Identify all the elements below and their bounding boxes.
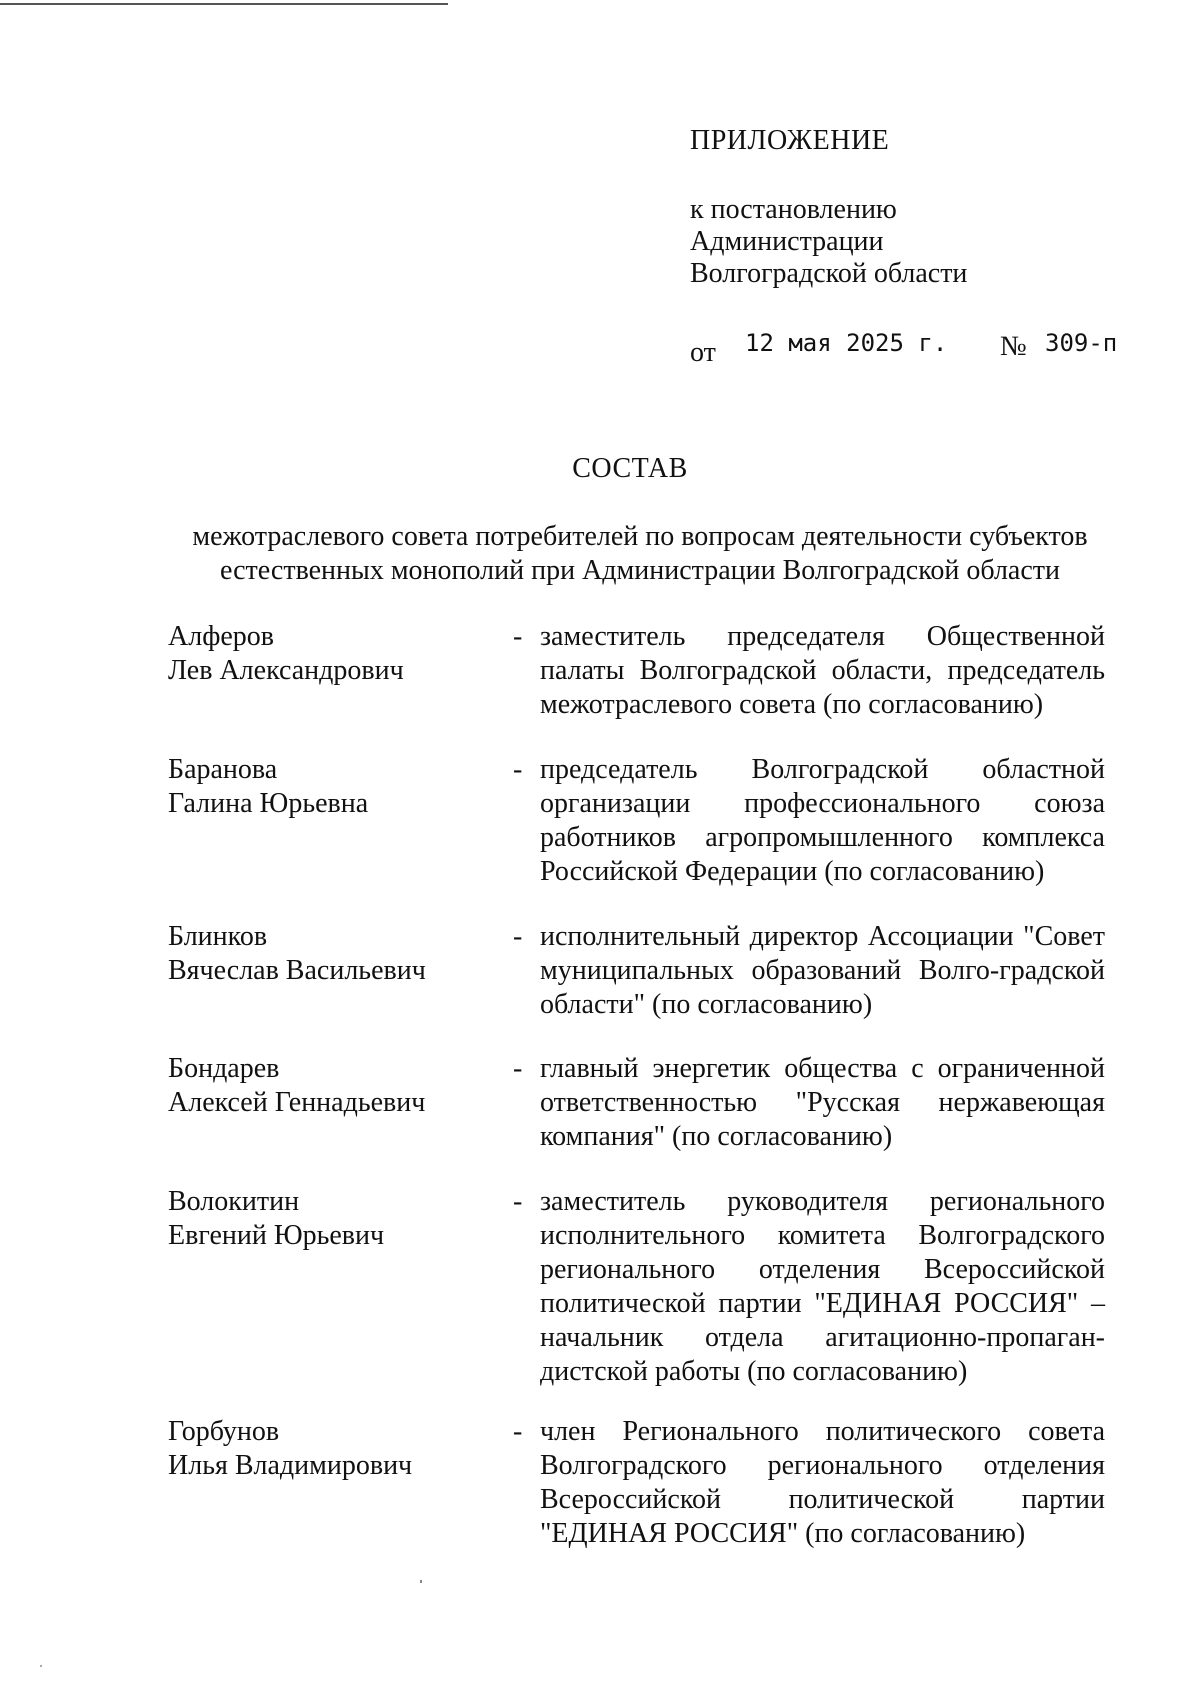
member-role: заместитель руководителя регионального исполнительного комитета Волгоградского регионального отделения Всероссийской политической партии "ЕДИНАЯ РОССИЯ" – начальник отдела агитационно-пропаган-дистской работы (по согласованию) [540,1186,1105,1387]
document-subtitle [180,520,1100,588]
member-role: заместитель председателя Общественной палаты Волгоградской области, председатель межотраслевого совета (по согласованию) [540,621,1105,720]
member-name [168,1185,508,1253]
member-surname: Бондарев [168,1053,280,1084]
document-title: СОСТАВ [572,453,688,484]
member-dash: - [513,754,523,785]
number-sign: № [1000,331,1027,362]
member-given-name: Евгений Юрьевич [168,1220,385,1251]
appendix-line: к постановлению [690,194,897,225]
appendix-title: ПРИЛОЖЕНИЕ [690,125,890,156]
member-name [168,753,508,821]
member-surname: Баранова [168,754,278,785]
appendix-block [690,124,1150,370]
decree-date-number [690,326,1150,370]
member-dash: - [513,621,523,652]
member-role: председатель Волгоградской областной организации профессионального союза работников агропромышленного комплекса Российской Федерации (по согласованию) [540,754,1105,887]
member-role: главный энергетик общества с ограниченной ответственностью "Русская нержавеющая компания" (по согласованию) [540,1053,1105,1152]
subtitle-line: естественных монополий при Администрации Волгоградской области [219,555,1060,586]
decree-number: 309-п [1045,329,1118,357]
member-role: член Регионального политического совета Волгоградского регионального отделения Всероссийской политической партии "ЕДИНАЯ РОССИЯ" (по согласованию) [540,1416,1105,1549]
member-surname: Горбунов [168,1416,280,1447]
member-given-name: Вячеслав Васильевич [168,955,426,986]
appendix-line: Волгоградской области [690,258,968,289]
appendix-line: Администрации [690,226,884,257]
member-surname: Блинков [168,921,268,952]
scan-speck [420,1580,422,1583]
member-surname: Алферов [168,621,274,652]
decree-date: 12 мая 2025 г. [745,329,948,357]
scan-edge-line [0,3,448,5]
date-prefix: от [690,337,716,368]
member-name [168,920,508,988]
scan-speck [40,1665,42,1667]
appendix-reference [690,194,1150,290]
member-given-name: Алексей Геннадьевич [168,1087,426,1118]
member-name [168,1052,508,1120]
member-dash: - [513,921,523,952]
member-dash: - [513,1186,523,1217]
member-surname: Волокитин [168,1186,300,1217]
member-name [168,620,508,688]
member-given-name: Илья Владимирович [168,1450,413,1481]
member-given-name: Галина Юрьевна [168,788,369,819]
subtitle-line: межотраслевого совета потребителей по вопросам деятельности субъектов [192,521,1088,552]
member-name [168,1415,508,1483]
member-dash: - [513,1416,523,1447]
member-given-name: Лев Александрович [168,655,404,686]
member-dash: - [513,1053,523,1084]
member-role: исполнительный директор Ассоциации "Совет муниципальных образований Волго-градской области" (по согласованию) [540,921,1105,1020]
